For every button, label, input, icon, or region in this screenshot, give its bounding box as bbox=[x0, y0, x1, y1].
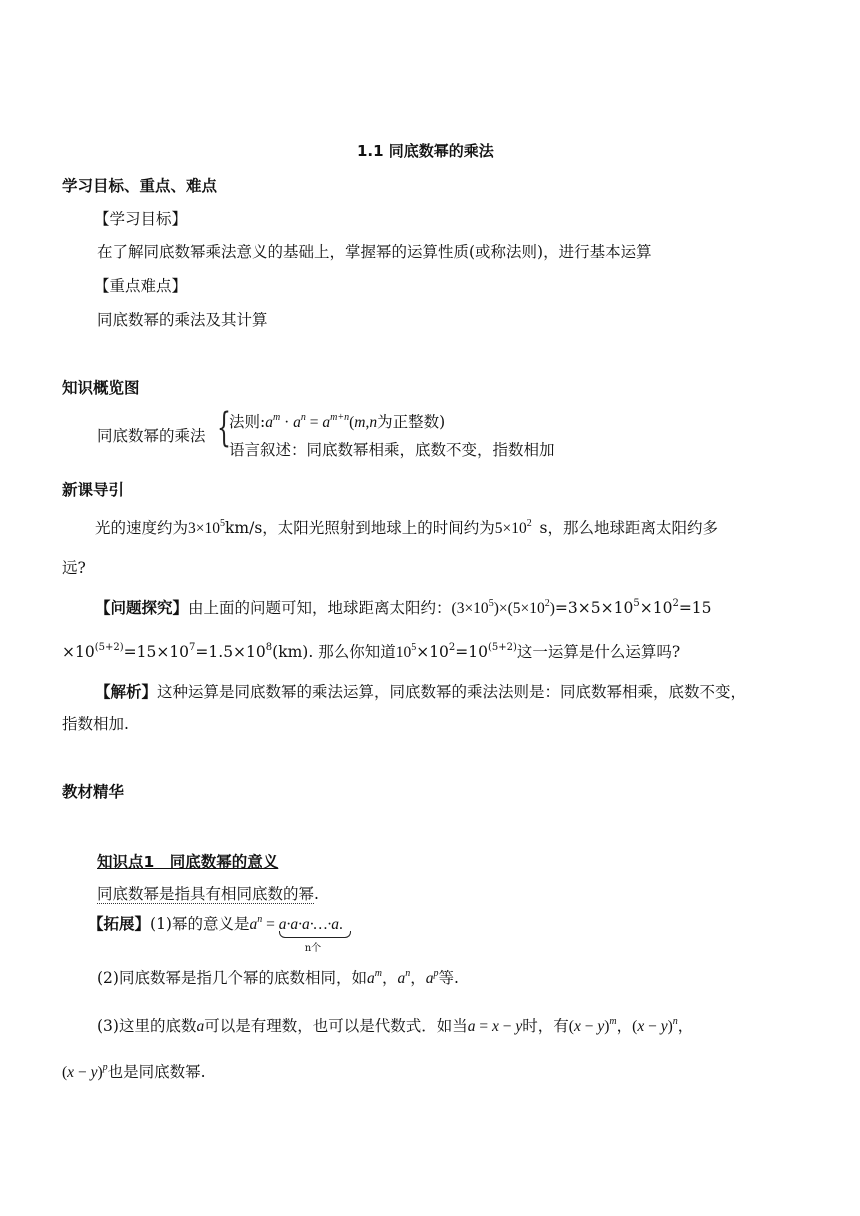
overview-left: 同底数幂的乘法 bbox=[97, 427, 206, 445]
key-text: 同底数幂的乘法及其计算 bbox=[97, 311, 268, 329]
intro-paragraph-line2: 远? bbox=[62, 559, 86, 577]
goal-text: 在了解同底数幂乘法意义的基础上，掌握幂的运算性质(或称法则)，进行基本运算 bbox=[97, 243, 652, 261]
heading-overview: 知识概览图 bbox=[62, 379, 140, 397]
heading-essentials: 教材精华 bbox=[62, 783, 125, 801]
extension-line1: 【拓展】(1)幂的意义是$a^n$ = a·a·a·…·a. n个 bbox=[88, 912, 343, 934]
analysis-line1: 【解析】这种运算是同底数幂的乘法运算，同底数幂的乘法法则是：同底数幂相乘，底数不变， bbox=[95, 683, 747, 701]
overview-brace: { bbox=[217, 405, 231, 451]
heading-learning-goals: 学习目标、重点、难点 bbox=[62, 177, 218, 195]
explore-line2: $\times 10^{(5+2)}=15\times 10^7=1.5\times 10^8(km)$. 那么你知道$10^5\times 10^2=10^{(5+2)}$这一运算是什么运算吗? bbox=[62, 642, 681, 661]
knowledge-point-label: 知识点1 同底数幂的意义 bbox=[97, 853, 279, 871]
extension-line2: (2)同底数幂是指几个幂的底数相同，如$a^m$，$a^n$，$a^p$等. bbox=[97, 968, 459, 987]
analysis-line2: 指数相加. bbox=[62, 715, 129, 733]
extension-line3: (3)这里的底数a可以是有理数，也可以是代数式．如当a = x − y时，有$(x - y)^m$，$(x - y)^n$， bbox=[97, 1016, 694, 1035]
overview-language: 语言叙述：同底数幂相乘，底数不变，指数相加 bbox=[229, 441, 555, 459]
n-factors-label: n个 bbox=[304, 943, 322, 954]
key-label: 【重点难点】 bbox=[94, 277, 188, 295]
heading-intro: 新课导引 bbox=[62, 481, 125, 499]
explore-line1: 【问题探究】由上面的问题可知，地球距离太阳约：$(3\times 10^5)\times(5\times 10^2)=3\times 5\times 10^5\times 10^2=15$ bbox=[95, 598, 712, 617]
overview-rule: 法则$:a^m \cdot a^n = a^{m+n}(m,n$为正整数) bbox=[229, 412, 446, 431]
intro-paragraph-line1: 光的速度约为$3\times 10^5km/s$，太阳光照射到地球上的时间约为$5\times 10^2$ s，那么地球距离太阳约多 bbox=[95, 518, 719, 537]
extension-line3-cont: $(x - y)^p$也是同底数幂. bbox=[62, 1062, 206, 1081]
knowledge-point-definition: 同底数幂是指具有相同底数的幂. bbox=[97, 885, 319, 903]
n-factors-brace bbox=[279, 931, 351, 938]
page-title: 1.1 同底数幂的乘法 bbox=[357, 142, 494, 160]
goal-label: 【学习目标】 bbox=[94, 210, 188, 228]
